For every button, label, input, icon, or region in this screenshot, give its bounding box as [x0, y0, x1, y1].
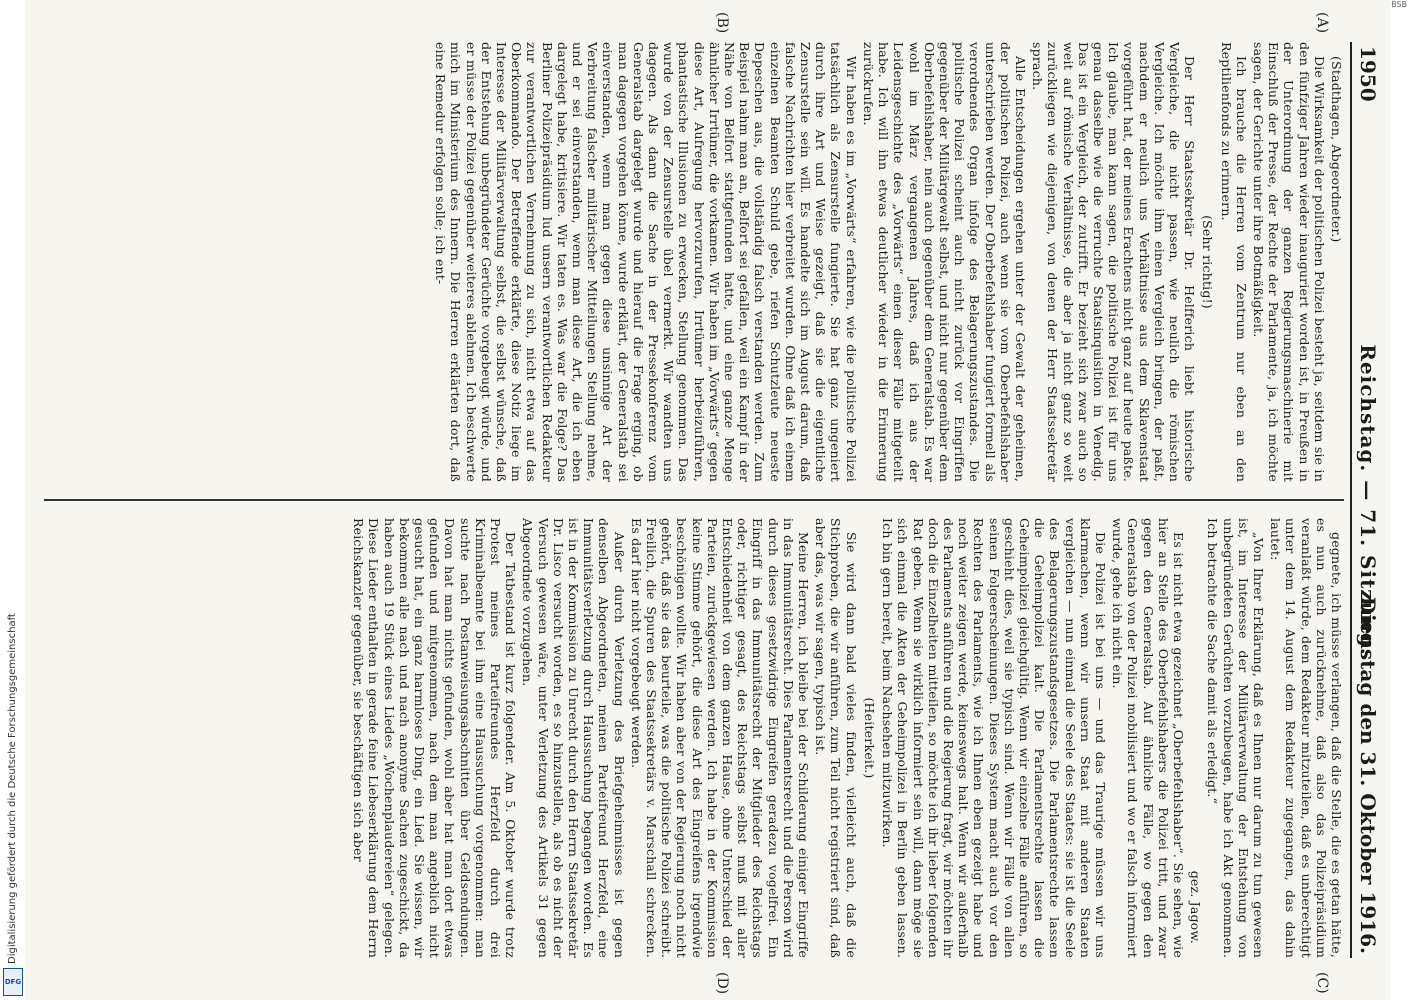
paragraph: Sie wird dann bald vieles finden, vielleicht auch, daß die Stichproben, die wir anführen, zum Teil nicht registriert sind, daß aber das, was wir sagen, typisch ist. — [813, 518, 859, 958]
margin-marker-b: (B) — [714, 12, 730, 34]
paragraph-note: (Heiterkeit.) — [861, 697, 877, 779]
dfg-logo: DFG — [3, 968, 23, 996]
paragraph: Der Herr Staatssekretär Dr. Helfferich liebt historische Vergleiche, die nicht passen, wie neulich die römischen Vergleiche. Ich möchte ihm einen Vergleich bringen, der paßt, nachdem er neulich uns Verhältnisse aus dem Sklavenstaat vorgeführt hat, der meines Erachtens nicht ganz auf heute paßte. Ich glaube, man kann sagen, die politische Polizei ist für uns genau dasselbe wie die verruchte Staatsinquisition in Venedig. Das ist ein Vergleich, der zutrifft. Er bezieht sich zwar auch so weit auf römische Verhältnisse, die aber ja nicht ganz so weit zurückliegen wie diejenigen, von denen der Herr Staatssekretär sprach. — [1030, 42, 1198, 482]
right-text-column — [44, 518, 1344, 958]
rotated-page-content — [25, 0, 1390, 1000]
page-number: 1950 — [1356, 46, 1380, 102]
footer-strip — [0, 0, 24, 1000]
paragraph: „Von Ihrer Erklärung, daß es Ihnen nur darum zu tun gewesen ist, im Interesse der Militärverwaltung der Entstehung von unbegründeten Gerüchten vorzubeugen, habe ich Akt genommen. Ich betrachte die Sache damit als erledigt.“ — [1205, 518, 1266, 958]
library-tag: BSB — [1391, 0, 1407, 9]
margin-marker-d: (D) — [714, 972, 730, 995]
paragraph: Alle Entscheidungen ergehen unter der Gewalt der geheimen, der politischen Polizei, auch wenn sie vom Oberbefehlshaber unterschrieben werden. Der Oberbefehlshaber fungiert formell als verordnendes Organ infolge des Belagerungszustandes. Die politische Polizei scheint auch nicht zurück vor Eingriffen gegenüber der Militärgewalt selbst, und nicht nur gegenüber dem Oberbefehlshaber, nein auch gegenüber dem Generalstab. Es war wohl im März vergangenen Jahres, daß ich aus der Leidensgeschichte des „Vorwärts“ einen dieser Fälle mitgeteilt habe. Ich will ihn etwas deutlicher wieder in die Erinnerung zurückrufen. — [860, 42, 1028, 482]
paragraph: Außer durch Verletzung des Briefgeheimnisses ist gegen denselben Abgeordneten, meinen Parteifreund Herzfeld, eine Immunitätsverletzung durch Haussuchung begangen worden. Es ist in der Kommission zu Unrecht durch den Herrn Staatssekretär Dr. Lisco versucht worden, es so hinzustellen, als ob es nicht der Versuch gewesen wäre, unter Verletzung des Artikels 31 gegen Abgeordnete vorzugehen. — [520, 518, 627, 958]
header-date: Dienstag den 31. Oktober 1916. — [1356, 596, 1380, 954]
paragraph: Ich brauche die Herren vom Zentrum nur eben an den Reptilienfonds zu erinnern. — [1218, 42, 1249, 482]
page-header — [1350, 42, 1382, 958]
paragraph: Meine Herren, ich bleibe bei der Schilderung einiger Eingriffe in das Immunitätsrecht. Dies Parlamentsrecht und die Person wird durch dieses gesetzwidrige Eingreifen geradezu vogelfrei. Ein Eingriff in das Immunitätsrecht der Mitglieder des Reichstags oder, richtiger gesagt, des Reichstags selbst muß mit aller Entschiedenheit von dem ganzen Hause, ohne Unterschied der Parteien, zurückgewiesen werden. Ich habe in der Kommission keine Stimme gehört, die diese Art des Eingreifens irgendwie beschönigen wollte. Wir haben aber von der Regierung noch nicht gehört, daß sie das beurteile, was die politische Polizei schreibt. Freilich, die Spuren des Staatssekretärs v. Marschall schrecken. Es darf hier nicht vorgebeugt werden. — [628, 518, 812, 958]
header-title: Reichstag. — 71. Sitzung. — [1356, 344, 1380, 656]
paragraph-note: (Sehr richtig!) — [1200, 215, 1216, 309]
digitization-credit: Digitalisierung gefördert durch die Deutsche Forschungsgemeinschaft — [7, 613, 18, 964]
column-divider — [44, 499, 1344, 501]
paragraph: Wir haben es im „Vorwärts“ erfahren, wie die politische Polizei tatsächlich als Zensurstelle fungierte. Sie hat ganz ungeniert durch ihre Art und Weise gezeigt, daß sie die eigentliche Zensurstelle sein will. Es handelte sich im August darum, daß falsche Nachrichten hier verbreitet wurden. Ohne daß ich einem einzelnen Beamten Schuld gebe, riefen Schutzleute neueste Depeschen aus, die vollständig falsch verstanden werden. Zum Beispiel nahm man an, Belfort sei gefallen, weil ein Kampf in der Nähe von Belfort stattgefunden hatte, und eine ganze Menge ähnlicher Irrtümer, die vorkamen. Wir haben im „Vorwärts“ gegen diese Art, Aufregung hervorzurufen, Irrtümer herbeizuführen, phantastische Illusionen zu erwecken, Stellung genommen. Das wurde von der Zensurstelle übel vermerkt. Wir wandten uns dagegen. Als dann die Sache in der Pressekonferenz vom Generalstab dargelegt wurde und hierauf die Frage erging, ob man dagegen vorgehen könne, wurde erklärt, der Generalstab sei einverstanden, wenn man gegen diese unsinnige Art der Verbreitung falscher militärischer Mitteilungen Stellung nehme, und er sei einverstanden, wenn man diese Art, die ich eben dargelegt habe, kritisiere. Wir taten es. Was war die Folge? Das Berliner Polizeipräsidium lud unsern verantwortlichen Redakteur zur verantwortlichen Vernehmung zu sich, nicht etwa auf das Oberkommando. Der Betreffende erklärte, diese Notiz liege im Interesse der Militärverwaltung selbst, die selbst wünsche, daß der Entstehung unbegründeter Gerüchte vorgebeugt würde, und er müsse der Polizei gegenüber weiteres ablehnen. Ich beschwerte mich im Ministerium des Innern. Die Herren erklärten dort, daß eine Remedur erfolgen solle; ich ent- — [433, 42, 859, 482]
paragraph: Die Polizei ist bei uns — und das Traurige müssen wir uns klarmachen, wenn wir unsern Staat mit anderen Staaten vergleichen — nun einmal die Seele des Staates: sie ist die Seele des Belagerungszustandsgesetzes. Die Parlamentsrechte lassen die Geheimpolizei kalt. Die Parlamentsrechte lassen die Geheimpolizei gleichgültig. Wenn wir einzelne Fälle anführen, so geschieht dies, weil sie typisch sind. Wenn wir Fälle von allen seinen Folgeerscheinungen. Dieses System macht auch vor den Rechten des Parlaments, wie ich Ihnen eben gezeigt habe und noch weiter zeigen werde, keineswegs halt. Wenn wir außerhalb des Parlaments anführen und die Regierung fragt, wir möchten ihr doch die Einzelheiten mitteilen, so möchte ich ihr lieber folgenden Rat geben. Wenn sie wirklich informiert sein will, dann möge sie sich einmal die Akten der Geheimpolizei in Berlin geben lassen. Ich bin gern bereit, beim Nachsehen mitzuwirken. — [880, 518, 1108, 958]
left-text-column — [44, 42, 1344, 482]
paragraph: Die Wirksamkeit der politischen Polizei besteht ja, seitdem sie in den fünfziger Jahren wieder inauguriert worden ist, in Preußen in der Unterordnung der ganzen Regierungsmaschinerie mit Einschluß der Presse, der Rechte der Parlamente, ja, ich möchte sagen, der Gerichte unter ihre Botmäßigkeit. — [1250, 42, 1327, 482]
margin-marker-a: (A) — [1314, 12, 1330, 34]
paragraph: (Stadthagen, Abgeordneter.) — [1329, 56, 1344, 243]
paragraph: Der Tatbestand ist kurz folgender. Am 5. Oktober wurde trotz Protest meines Parteifreundes Herzfeld durch drei Kriminalbeamte bei ihm eine Haussuchung vorgenommen: man suchte nach Postanweisungsabschnitten über Geldsendungen. Davon hat man nichts gefunden, wohl aber hat man dort etwas gefunden und mitgenommen, nach dem man angeblich nicht gesucht hat, ein ganz harmloses Ding, ein Lied. Sie wissen, wir bekommen alle nach und nach anonyme Sachen zugeschickt, da haben auch 19 Stück eines Liedes „Wochenplaudereien“ gelegen. Diese Lieder enthalten in gerade feine Liebeserklärung dem Herrn Reichskanzler gegenüber, sie beschäftigen sich aber — [351, 518, 519, 958]
scanned-page — [25, 0, 1390, 1000]
paragraph: Es ist nicht etwa gezeichnet „Oberbefehlshaber“. Sie sehen, wie hier an Stelle des Oberbefehlshabers die Polizei tritt, und zwar gegen den Generalstab. Auf ähnliche Fälle, wo gegen den Generalstab von der Polizei mobilisiert und wo er falsch informiert wurde, gehe ich nicht ein. — [1110, 518, 1186, 958]
paragraph-note: gez. Jagow. — [1188, 870, 1204, 944]
paragraph: gegnete, ich müsse verlangen, daß die Stelle, die es getan hätte, es nun auch zurücknehme, daß also das Polizeipräsidium veranlaßt würde, dem Redakteur mitzuteilen, daß es unberechtigt unter dem 14. August dem Redakteur zugegangen, das dahin lautet: — [1268, 518, 1344, 958]
margin-marker-c: (C) — [1314, 972, 1330, 994]
